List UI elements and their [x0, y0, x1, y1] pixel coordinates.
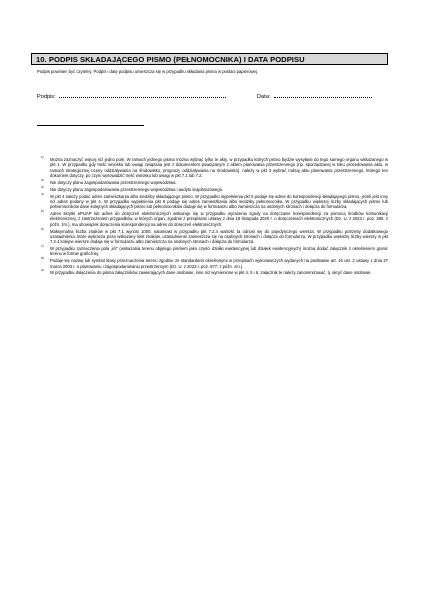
footnote-item [41, 270, 388, 275]
footnote-item [41, 226, 388, 245]
footnote-number: 4) [41, 191, 44, 196]
footnote-number: 6) [41, 226, 44, 231]
footnote-text: W przypadku dołączenia do pisma załączników zawierających dane osobowe, inne niż wymienione w pkt 4, 5 i 6, załącznik te należy zanonimizować, tj. ukryć dane osobowe. [50, 270, 372, 276]
section-header [31, 53, 388, 65]
signature-field[interactable] [37, 92, 226, 100]
footnote-text: Można zaznaczyć więcej niż jedno pole. W ramach jednego pisma można wybrać tylko te akty, w przypadku których pismo będzie wysyłane do tego samego organu wskazanego w pkt 1. W przypadku gdy treść wniosku lub uwagi związana jest z dokumentem powiązanym z aktem planowania przestrzennego (np. sporządzanej w toku procedowania aktu, w ramach strategicznej oceny oddziaływania na środowisko, prognozy oddziaływania na środowisko), należy w pkt 3 wybrać rodzaj aktu planowania przestrzennego, którego ten dokument dotyczy, po czym wprowadzić treść wniosku lub uwagi w pkt 7.1 lub 7.2. [50, 157, 388, 178]
section-title: 10. PODPIS SKŁADAJĄCEGO PISMO (PEŁNOMOCNIKA) I DATA PODPISU [36, 55, 305, 64]
date-label: Data: [257, 94, 271, 100]
footnote-item [41, 258, 388, 269]
footnote-number: 1) [41, 155, 44, 159]
signature-dotted-line[interactable] [59, 92, 226, 98]
footnote-item [41, 177, 388, 185]
footnote-text: Nie dotyczy planu zagospodarowania przestrzennego województwa. [50, 179, 177, 185]
footnote-number: 8) [41, 256, 44, 261]
footnote-number: 3) [41, 184, 44, 189]
date-field[interactable] [257, 92, 372, 100]
footnote-separator [37, 125, 144, 126]
section-intro: Podpis powinien być czytelny. Podpis i datę podpisu umieszcza się w przypadku składania pisma w postaci papierowej. [37, 69, 259, 74]
footnote-number: 2) [41, 177, 44, 182]
footnote-item [41, 211, 388, 227]
signature-label: Podpis: [37, 94, 56, 100]
footnote-item [41, 157, 388, 178]
footnotes-list [41, 157, 388, 277]
footnote-number: 5) [41, 209, 44, 214]
footnote-item [41, 246, 388, 257]
footnote-text: Podaje się nazwę lub symbol klasy przeznaczenia terenu zgodnie ze standardami określonymi w przepisach wykonawczych wydanych na podstawie art. 16 ust. 2 ustawy z dnia 27 marca 2003 r. o planowaniu i zagospodarowaniu przestrzennym (Dz. U. z 2023 r. poz. 977, z późn. zm.). [50, 258, 388, 269]
footnote-number: 9) [41, 268, 44, 273]
footnote-text: Maksymalna liczba znaków w pkt 7.1 wynosi 1000, natomiast w przypadku pkt 7.2.4 wartość ta odnosi się do pojedynczego wiersza. W przypadku potrzeby dodatkowego uzasadnienia, które wykracza poza wskazany limit znaków, uzasadnienie zamieszcza się na osobnych stronach i dołącza do formularza. W przypadku większej liczby wierszy w pkt 7.2.4 kolejne wiersze dodaje się w formularzu albo zamieszcza na osobnych stronach i dołącza do formularza. [50, 228, 388, 245]
footnote-text: Nie dotyczy planu zagospodarowania przestrzennego województwa i audytu krajobrazowego. [50, 186, 224, 192]
footnote-item [41, 184, 388, 192]
footnote-text: W przypadku zaznaczenia pola „inl” (wskazania terenu objętego pismem jako części działki ewidencyjnej lub działek ewidencyjnych) można dodać załącznik z określeniem granic terenu w formie graficznej. [50, 246, 388, 257]
footnote-text: W pkt 4 należy podać adres zamieszkania albo siedziby składającego pismo. W przypadku wypełnienia pkt 5 podaje się adres do korespondencji składającego pismo, jeżeli jest inny niż adres podany w pkt 4. W przypadku wypełnienia pkt 6 podaje się adres zamieszkania albo siedziby pełnomocnika. W przypadku większej liczby składających pismo lub pełnomocników dane kolejnych składających pismo lub pełnomocników dodaje się w formularzu albo zamieszcza na osobnych stronach i dołącza do formularza. [50, 193, 388, 210]
footnote-text: Adres skrytki ePUAP lub adres do doręczeń elektronicznych wskazuje się w przypadku wyrażenia zgody na doręczanie korespondencji za pomocą środków komunikacji elektronicznej, z zastrzeżeniem przypadków, w których organ, zgodnie z przepisami ustawy z dnia 18 listopada 2020 r. o doręczeniach elektronicznych (Dz. U. z 2023 r. poz. 285, z późn. zm.), ma obowiązek doręczenia korespondencji na adres do doręczeń elektronicznych. [50, 211, 388, 227]
footnote-number: 7) [41, 244, 44, 249]
footnote-item [41, 191, 388, 210]
date-dotted-line[interactable] [274, 92, 372, 98]
